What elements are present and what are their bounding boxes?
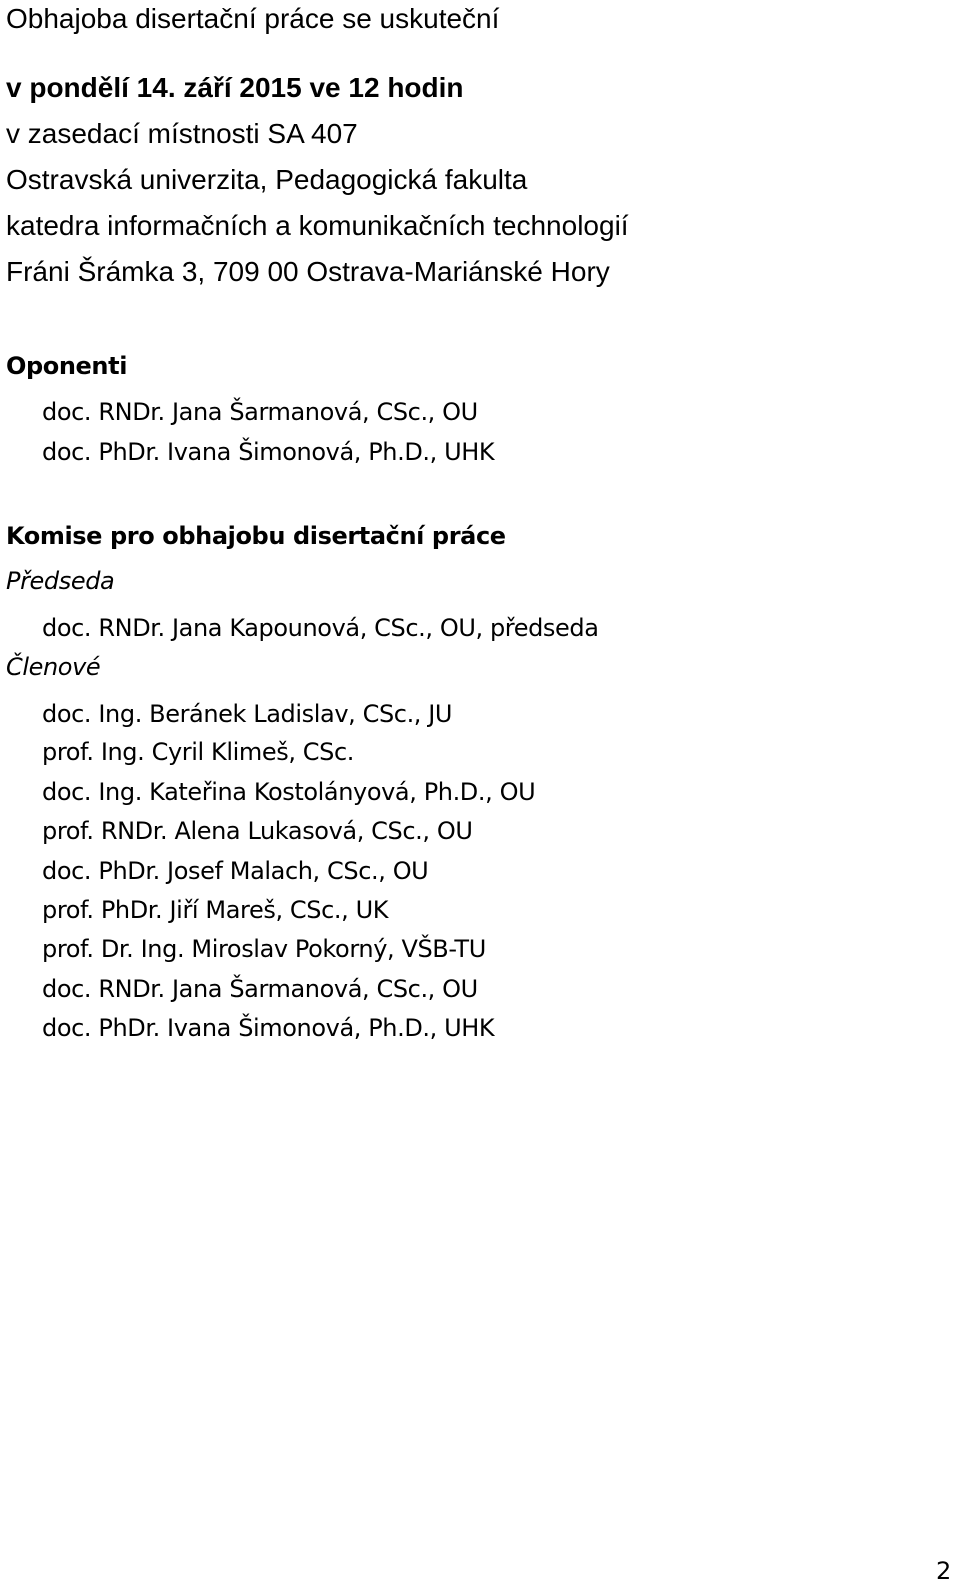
defense-department: katedra informačních a komunikačních technologií: [6, 210, 629, 241]
member-item: prof. Dr. Ing. Miroslav Pokorný, VŠB-TU: [42, 935, 486, 963]
member-item: doc. Ing. Beránek Ladislav, CSc., JU: [42, 700, 453, 728]
member-item: doc. PhDr. Josef Malach, CSc., OU: [42, 857, 429, 885]
members-label: Členové: [6, 653, 101, 681]
member-item: prof. Ing. Cyril Klimeš, CSc.: [42, 738, 354, 766]
member-item: prof. PhDr. Jiří Mareš, CSc., UK: [42, 896, 389, 924]
page-number: 2: [936, 1557, 952, 1585]
defense-institution: Ostravská univerzita, Pedagogická fakulta: [6, 164, 528, 195]
defense-address: Fráni Šrámka 3, 709 00 Ostrava-Mariánské Hory: [6, 256, 610, 287]
member-item: prof. RNDr. Alena Lukasová, CSc., OU: [42, 817, 473, 845]
member-item: doc. RNDr. Jana Šarmanová, CSc., OU: [42, 975, 478, 1003]
opponent-item: doc. PhDr. Ivana Šimonová, Ph.D., UHK: [42, 438, 495, 466]
committee-heading: Komise pro obhajobu disertační práce: [6, 522, 506, 550]
chair-name: doc. RNDr. Jana Kapounová, CSc., OU, předseda: [42, 614, 599, 642]
opponents-heading: Oponenti: [6, 352, 128, 380]
defense-date: v pondělí 14. září 2015 ve 12 hodin: [6, 72, 464, 103]
member-item: doc. PhDr. Ivana Šimonová, Ph.D., UHK: [42, 1014, 495, 1042]
opponent-item: doc. RNDr. Jana Šarmanová, CSc., OU: [42, 398, 478, 426]
chair-label: Předseda: [6, 567, 115, 595]
member-item: doc. Ing. Kateřina Kostolányová, Ph.D., OU: [42, 778, 536, 806]
intro-text: Obhajoba disertační práce se uskuteční: [6, 3, 500, 34]
defense-room: v zasedací místnosti SA 407: [6, 118, 358, 149]
